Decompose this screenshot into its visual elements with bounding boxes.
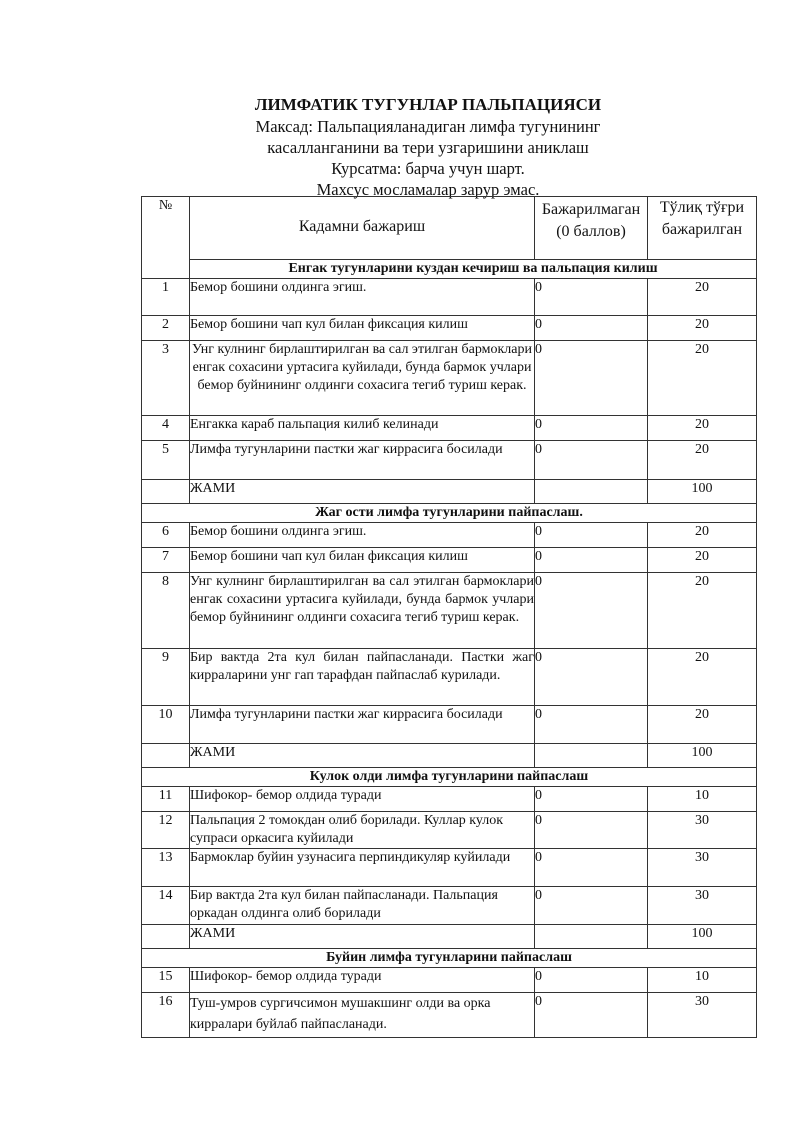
- full-score: 30: [648, 849, 757, 887]
- row-number: 14: [142, 887, 190, 925]
- total-label: ЖАМИ: [190, 480, 535, 504]
- full-score: 10: [648, 787, 757, 812]
- full-score: 20: [648, 441, 757, 480]
- not-done-score: 0: [535, 812, 648, 849]
- step-text: Енгакка караб пальпация килиб келинади: [190, 416, 535, 441]
- full-score: 20: [648, 573, 757, 649]
- table-row: [142, 812, 757, 849]
- row-number: 13: [142, 849, 190, 887]
- total-row: [142, 480, 757, 504]
- table-row: [142, 787, 757, 812]
- table-row: [142, 968, 757, 993]
- table-row: [142, 441, 757, 480]
- document-header: [140, 94, 716, 200]
- not-done-score: 0: [535, 416, 648, 441]
- total-label: ЖАМИ: [190, 744, 535, 768]
- total-label: ЖАМИ: [190, 925, 535, 949]
- step-text: Бемор бошини чап кул билан фиксация килиш: [190, 316, 535, 341]
- section-title: Буйин лимфа тугунларини пайпаслаш: [142, 949, 757, 968]
- step-text: Унг кулнинг бирлаштирилган ва сал этилган бармоклари енгак сохасини уртасига куйилади, бунда бармок учлари бемор буйнининг олдинги сохасига тегиб туриш керак.: [190, 341, 535, 416]
- full-score: 20: [648, 341, 757, 416]
- not-done-score: 0: [535, 316, 648, 341]
- header-row: [142, 197, 757, 260]
- row-number: 1: [142, 279, 190, 316]
- not-done-score: 0: [535, 993, 648, 1038]
- step-text: Унг кулнинг бирлаштирилган ва сал этилган бармоклари енгак сохасини уртасига куйилади, бунда бармок учлари бемор буйнининг олдинги сохасига тегиб туриш керак.: [190, 573, 535, 649]
- table-row: [142, 548, 757, 573]
- full-score: 20: [648, 548, 757, 573]
- section-title: Енгак тугунларини куздан кечириш ва пальпация килиш: [190, 260, 757, 279]
- full-score: 30: [648, 812, 757, 849]
- step-text: Лимфа тугунларини пастки жаг киррасига босилади: [190, 441, 535, 480]
- section-title: Кулок олди лимфа тугунларини пайпаслаш: [142, 768, 757, 787]
- full-score: 20: [648, 649, 757, 706]
- not-done-score: 0: [535, 649, 648, 706]
- not-done-score: 0: [535, 887, 648, 925]
- col-header-step: [190, 197, 535, 260]
- not-done-score: 0: [535, 441, 648, 480]
- not-done-score: 0: [535, 279, 648, 316]
- total-score: 100: [648, 480, 757, 504]
- table-row: [142, 887, 757, 925]
- col-header-step-label: Кадамни бажариш: [298, 218, 426, 235]
- not-done-score: 0: [535, 706, 648, 744]
- header-line: Махсус мосламалар зарур эмас.: [316, 180, 540, 199]
- full-score: 20: [648, 416, 757, 441]
- full-score: 20: [648, 279, 757, 316]
- row-number: 10: [142, 706, 190, 744]
- step-text: Шифокор- бемор олдида туради: [190, 968, 535, 993]
- row-number: 12: [142, 812, 190, 849]
- step-text: Шифокор- бемор олдида туради: [190, 787, 535, 812]
- table-row: [142, 341, 757, 416]
- table-row: [142, 649, 757, 706]
- section-title: Жаг ости лимфа тугунларини пайпаслаш.: [142, 504, 757, 523]
- step-text: Бемор бошини олдинга эгиш.: [190, 523, 535, 548]
- table-row: [142, 993, 757, 1038]
- col-header-not-done: [535, 197, 648, 260]
- step-text: Туш-умров сургичсимон мушакшинг олди ва орка кирралари буйлаб пайпасланади.: [190, 993, 535, 1038]
- step-text: Бемор бошини олдинга эгиш.: [190, 279, 535, 316]
- table-row: [142, 706, 757, 744]
- not-done-score: 0: [535, 341, 648, 416]
- total-score: 100: [648, 744, 757, 768]
- row-number: 5: [142, 441, 190, 480]
- header-line: касалланганини ва тери узгаришини аниклаш: [267, 138, 589, 157]
- total-row: [142, 925, 757, 949]
- step-text: Бир вактда 2та кул билан пайпасланади. Пастки жаг кирраларини унг гап тарафдан пайпаслаб курилади.: [190, 649, 535, 706]
- not-done-score: 0: [535, 523, 648, 548]
- full-score: 30: [648, 887, 757, 925]
- not-done-score: 0: [535, 548, 648, 573]
- header-line: Курсатма: барча учун шарт.: [331, 159, 525, 178]
- not-done-score: 0: [535, 787, 648, 812]
- col-header-not-done-label: Бажарилмаган (0 баллов): [541, 201, 641, 240]
- not-done-score: 0: [535, 849, 648, 887]
- step-text: Лимфа тугунларини пастки жаг киррасига босилади: [190, 706, 535, 744]
- table-row: [142, 416, 757, 441]
- step-text: Бир вактда 2та кул билан пайпасланади. Пальпация оркадан олдинга олиб борилади: [190, 887, 535, 925]
- row-number: 15: [142, 968, 190, 993]
- row-number: 4: [142, 416, 190, 441]
- table-row: [142, 573, 757, 649]
- row-number: 6: [142, 523, 190, 548]
- not-done-score: 0: [535, 573, 648, 649]
- table-row: [142, 523, 757, 548]
- full-score: 20: [648, 523, 757, 548]
- total-score: 100: [648, 925, 757, 949]
- row-number: 9: [142, 649, 190, 706]
- full-score: 30: [648, 993, 757, 1038]
- col-header-full-label: Тўлиқ тўғри бажарилган: [659, 199, 745, 238]
- table-row: [142, 316, 757, 341]
- row-number: 3: [142, 341, 190, 416]
- step-text: Бемор бошини чап кул билан фиксация килиш: [190, 548, 535, 573]
- header-line: Максад: Пальпацияланадиган лимфа тугунининг: [255, 117, 601, 136]
- row-number: 8: [142, 573, 190, 649]
- total-row: [142, 744, 757, 768]
- not-done-score: 0: [535, 968, 648, 993]
- col-header-num: №: [142, 197, 190, 279]
- row-number: 16: [142, 993, 190, 1038]
- table-row: [142, 279, 757, 316]
- col-header-full: [648, 197, 757, 260]
- row-number: 2: [142, 316, 190, 341]
- checklist-table: [141, 196, 757, 1038]
- document-title: ЛИМФАТИК ТУГУНЛАР ПАЛЬПАЦИЯСИ: [254, 95, 602, 114]
- full-score: 20: [648, 706, 757, 744]
- table-row: [142, 849, 757, 887]
- full-score: 20: [648, 316, 757, 341]
- full-score: 10: [648, 968, 757, 993]
- row-number: 7: [142, 548, 190, 573]
- row-number: 11: [142, 787, 190, 812]
- step-text: Пальпация 2 томокдан олиб борилади. Куллар кулок супраси оркасига куйилади: [190, 812, 535, 849]
- step-text: Бармоклар буйин узунасига перпиндикуляр куйилади: [190, 849, 535, 887]
